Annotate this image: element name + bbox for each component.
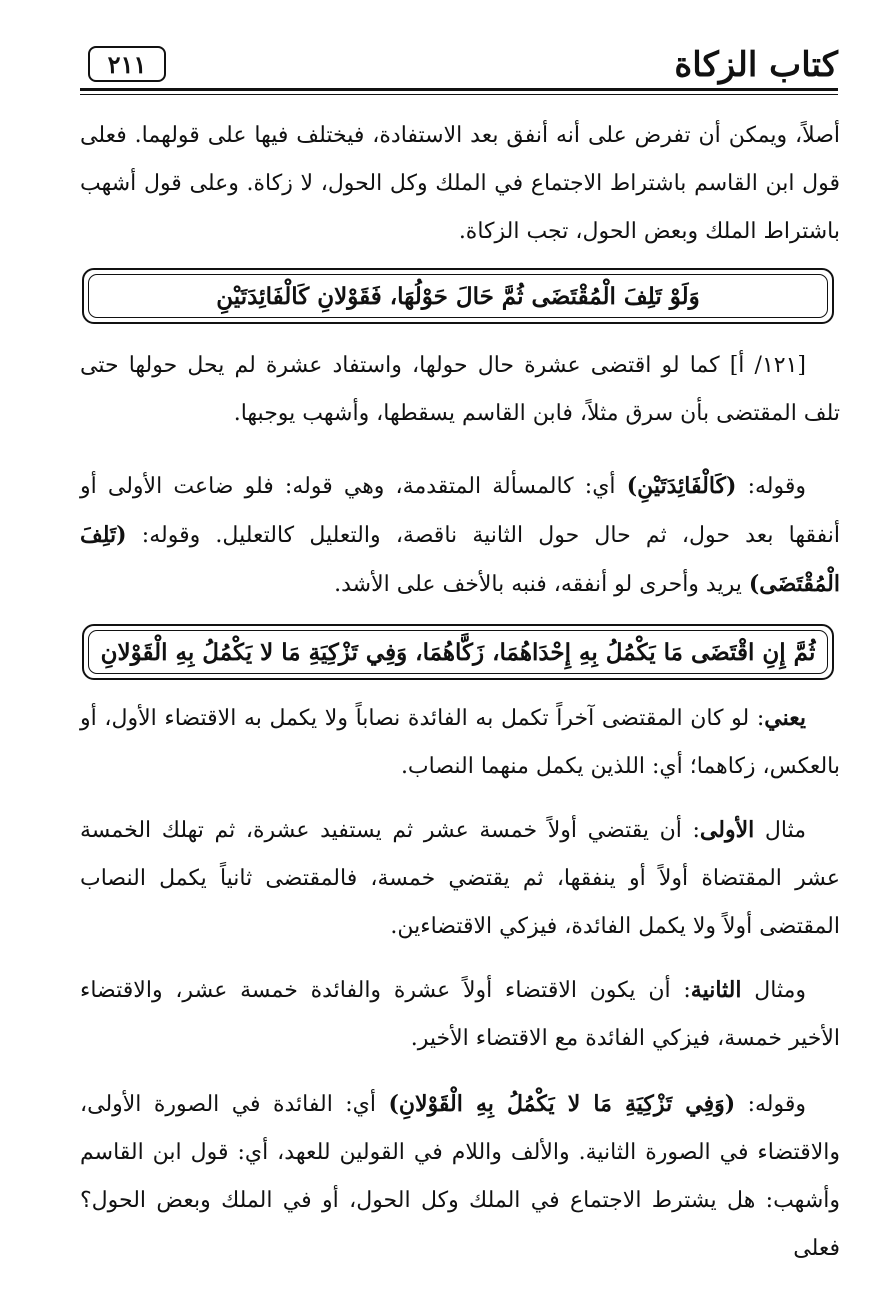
p6-text-c: : أن يكون الاقتضاء أولاً عشرة والفائدة خمسة عشر، والاقتضاء الأخير خمسة، فيزكي الفائدة مع الاقتضاء الأخير. (80, 978, 840, 1051)
header-rule-thin (80, 94, 838, 95)
paragraph-3 (80, 462, 840, 609)
p4-text: : لو كان المقتضى آخراً تكمل به الفائدة نصاباً ولا يكمل به الاقتضاء الأول، أو بالعكس، زكاهما؛ أي: اللذين يكمل منهما النصاب. (80, 706, 840, 779)
p5-keyword: الأولى (699, 817, 755, 843)
p3-text-c: أي: كالمسألة المتقدمة، وهي قوله: فلو ضاعت الأولى أو أنفقها بعد حول، ثم حال حول الثانية ناقصة، والتعليل كالتعليل. وقوله: (80, 474, 840, 548)
chapter-title: كتاب الزكاة (674, 45, 838, 85)
p3-quote-a: (كَالْفَائِدَتَيْنِ) (626, 473, 737, 499)
matn-text-2: ثُمَّ إِنِ اقْتَضَى مَا يَكْمُلُ بِهِ إِحْدَاهُمَا، زَكَّاهُمَا، وَفِي تَزْكِيَةِ مَا لا يَكْمُلُ بِهِ الْقَوْلانِ (100, 638, 816, 666)
p5-text-c: : أن يقتضي أولاً خمسة عشر ثم يستفيد عشرة، ثم تهلك الخمسة عشر المقتضاة أولاً أو ينفقها، ثم يقتضي خمسة، فالمقتضى ثانياً يكمل النصاب المقتضى أولاً ولا يكمل الفائدة، فيزكي الاقتضاءين. (80, 818, 840, 939)
p4-keyword: يعني (764, 705, 806, 731)
p3-quote-b: (تَلِفَ الْمُقْتَضَى) (80, 522, 840, 597)
paragraph-4 (80, 694, 840, 791)
p5-text-a: مثال (754, 818, 806, 843)
paragraph-7 (80, 1080, 840, 1273)
p7-text-c: أي: الفائدة في الصورة الأولى، والاقتضاء في الصورة الثانية. والألف واللام في القولين للعهد، أي: قول ابن القاسم وأشهب: هل يشترط الاجتماع في الملك وكل الحول، أو في الملك وبعض الحول؟ فعلى (80, 1092, 840, 1261)
page-number: ٢١١ (88, 46, 166, 82)
p6-keyword: الثانية (690, 977, 742, 1003)
matn-text-1: وَلَوْ تَلِفَ الْمُقْتَضَى ثُمَّ حَالَ حَوْلُهَا، فَقَوْلانِ كَالْفَائِدَتَيْنِ (216, 282, 700, 310)
p3-text-e: يريد وأحرى لو أنفقه، فنبه بالأخف على الأشد. (334, 572, 749, 597)
paragraph-2: [١٢١/ أ] كما لو اقتضى عشرة حال حولها، واستفاد عشرة لم يحل حولها حتى تلف المقتضى بأن سرق مثلاً، فابن القاسم يسقطها، وأشهب يوجبها. (80, 353, 840, 426)
p7-quote: (وَفِي تَزْكِيَةِ مَا لا يَكْمُلُ بِهِ الْقَوْلانِ) (388, 1091, 736, 1117)
p6-text-a: ومثال (741, 978, 806, 1003)
paragraph-5 (80, 806, 840, 951)
matn-box-2 (82, 624, 834, 680)
p7-text-a: وقوله: (735, 1092, 806, 1117)
matn-box-1 (82, 268, 834, 324)
page-header (80, 38, 838, 98)
paragraph-1: أصلاً، ويمكن أن تفرض على أنه أنفق بعد الاستفادة، فيختلف فيها على قولهما. فعلى قول ابن القاسم باشتراط الاجتماع في الملك وكل الحول، لا زكاة. وعلى قول أشهب باشتراط الملك وبعض الحول، تجب الزكاة. (80, 123, 841, 244)
header-rule (80, 88, 838, 91)
paragraph-6 (80, 966, 840, 1063)
p3-text-a: وقوله: (736, 474, 806, 499)
